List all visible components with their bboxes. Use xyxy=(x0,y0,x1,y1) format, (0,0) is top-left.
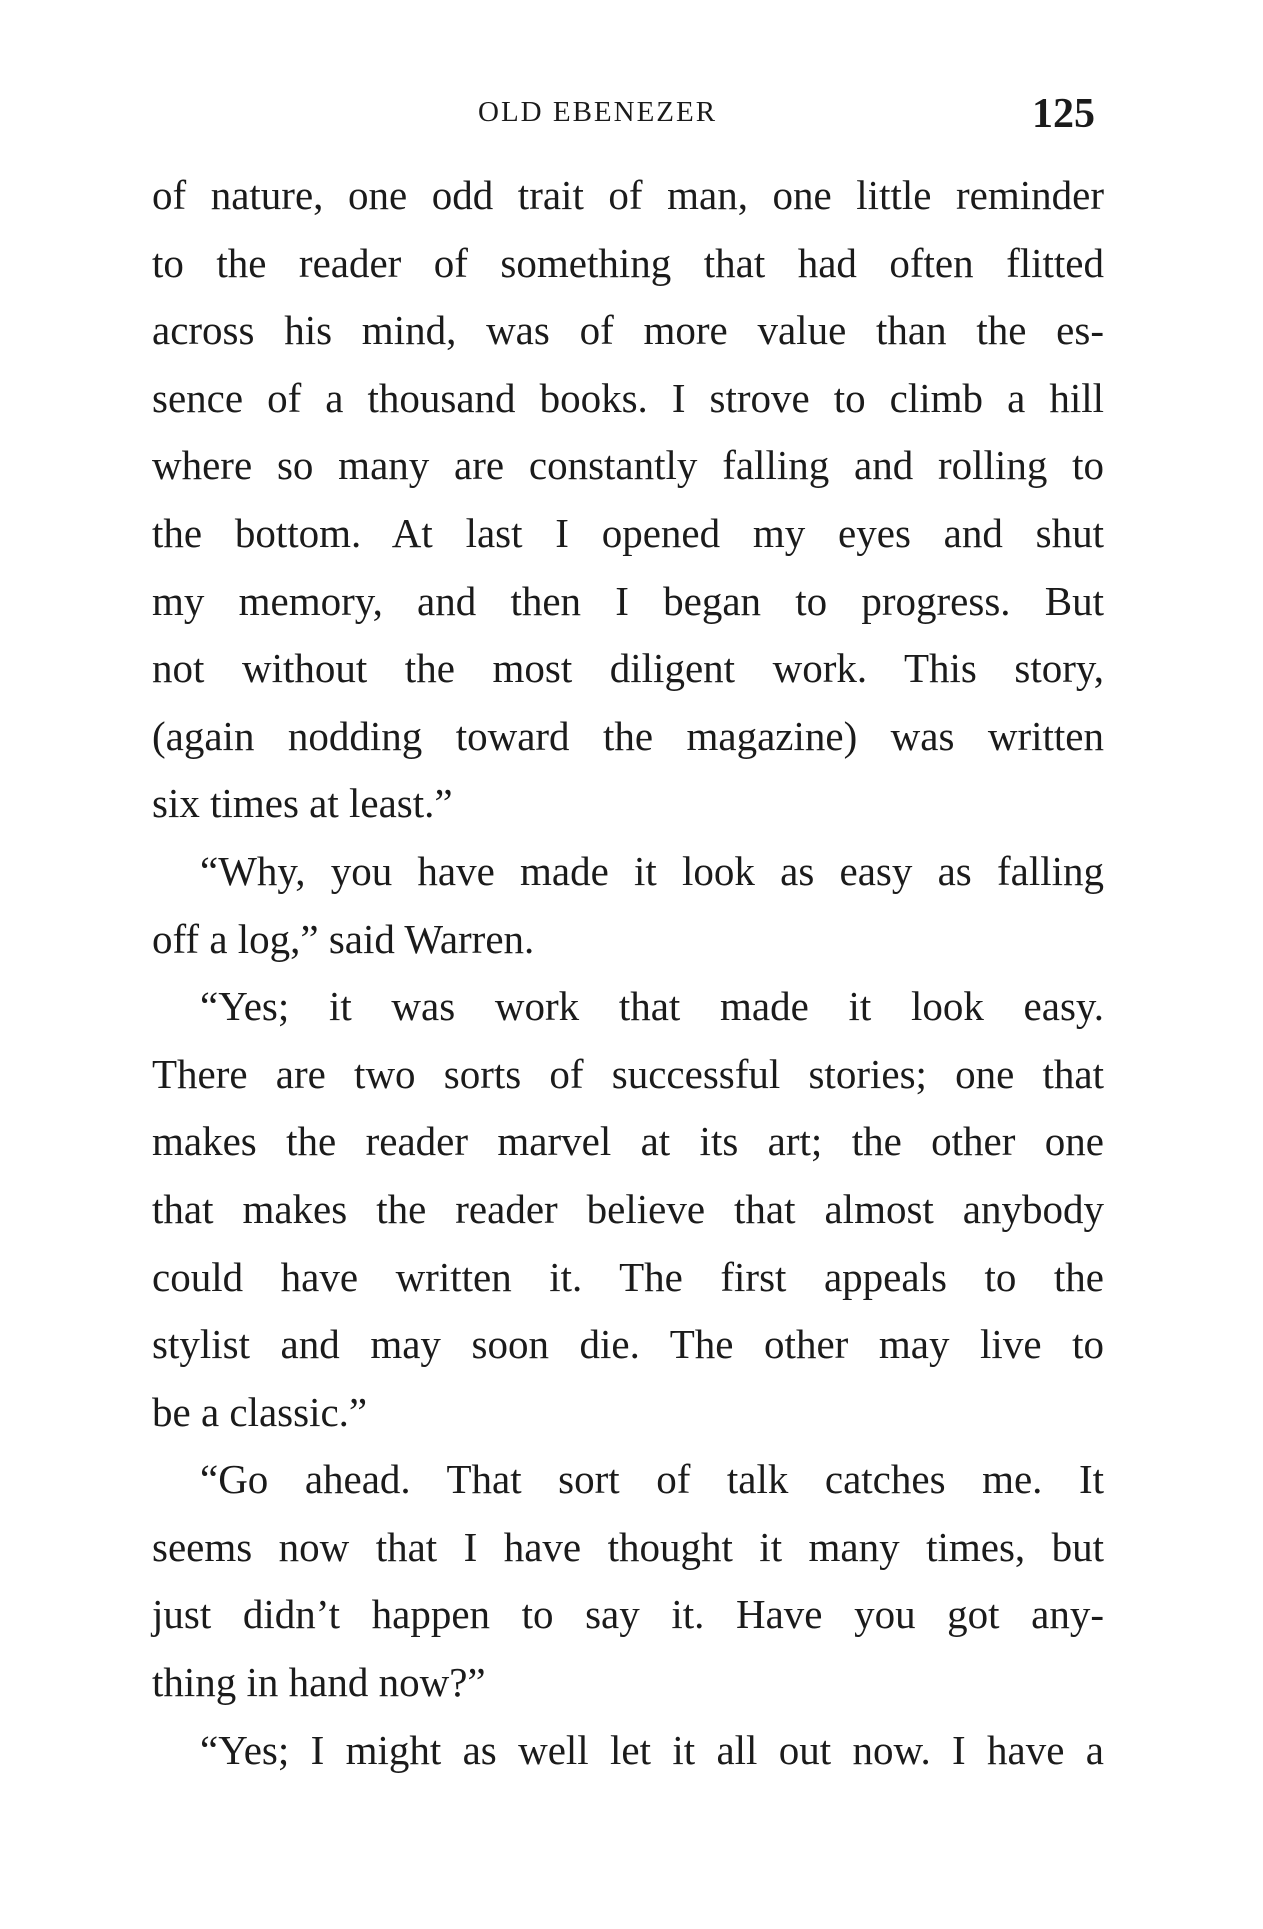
text-line: of nature, one odd trait of man, one little reminder xyxy=(152,172,1104,218)
text-line: “Go ahead. That sort of talk catches me. It xyxy=(200,1456,1104,1503)
text-line: (again nodding toward the magazine) was written xyxy=(152,712,1104,759)
text-line: “Why, you have made it look as easy as falling xyxy=(200,847,1104,894)
text-line: “Yes; it was work that made it look easy. xyxy=(200,983,1104,1030)
running-title: OLD EBENEZER xyxy=(478,96,718,128)
text-line: six times at least.” xyxy=(152,780,453,827)
text-line: sence of a thousand books. I strove to climb a hill xyxy=(152,374,1104,421)
text-line: There are two sorts of successful stories; one that xyxy=(152,1050,1104,1097)
running-head xyxy=(0,90,1263,140)
text-line: could have written it. The first appeals to the xyxy=(152,1253,1104,1300)
text-line: makes the reader marvel at its art; the other one xyxy=(152,1118,1104,1165)
text-line: across his mind, was of more value than the es- xyxy=(152,307,1104,354)
text-line: “Yes; I might as well let it all out now. I have a xyxy=(200,1726,1104,1773)
text-line: thing in hand now?” xyxy=(152,1659,486,1706)
text-line: be a classic.” xyxy=(152,1388,368,1435)
text-line: the bottom. At last I opened my eyes and shut xyxy=(152,509,1104,556)
text-line: that makes the reader believe that almost anybody xyxy=(152,1185,1104,1232)
text-line: to the reader of something that had often flitted xyxy=(152,239,1104,286)
text-line: off a log,” said Warren. xyxy=(152,915,535,962)
text-line: where so many are constantly falling and rolling to xyxy=(152,442,1104,489)
text-line: not without the most diligent work. This story, xyxy=(152,645,1104,692)
text-line: stylist and may soon die. The other may live to xyxy=(152,1321,1104,1368)
text-line: just didn’t happen to say it. Have you got any- xyxy=(152,1591,1104,1638)
text-line: seems now that I have thought it many times, but xyxy=(152,1523,1104,1570)
text-line: my memory, and then I began to progress. But xyxy=(152,577,1104,624)
body-text xyxy=(152,162,1104,1784)
page-number: 125 xyxy=(1032,91,1095,137)
